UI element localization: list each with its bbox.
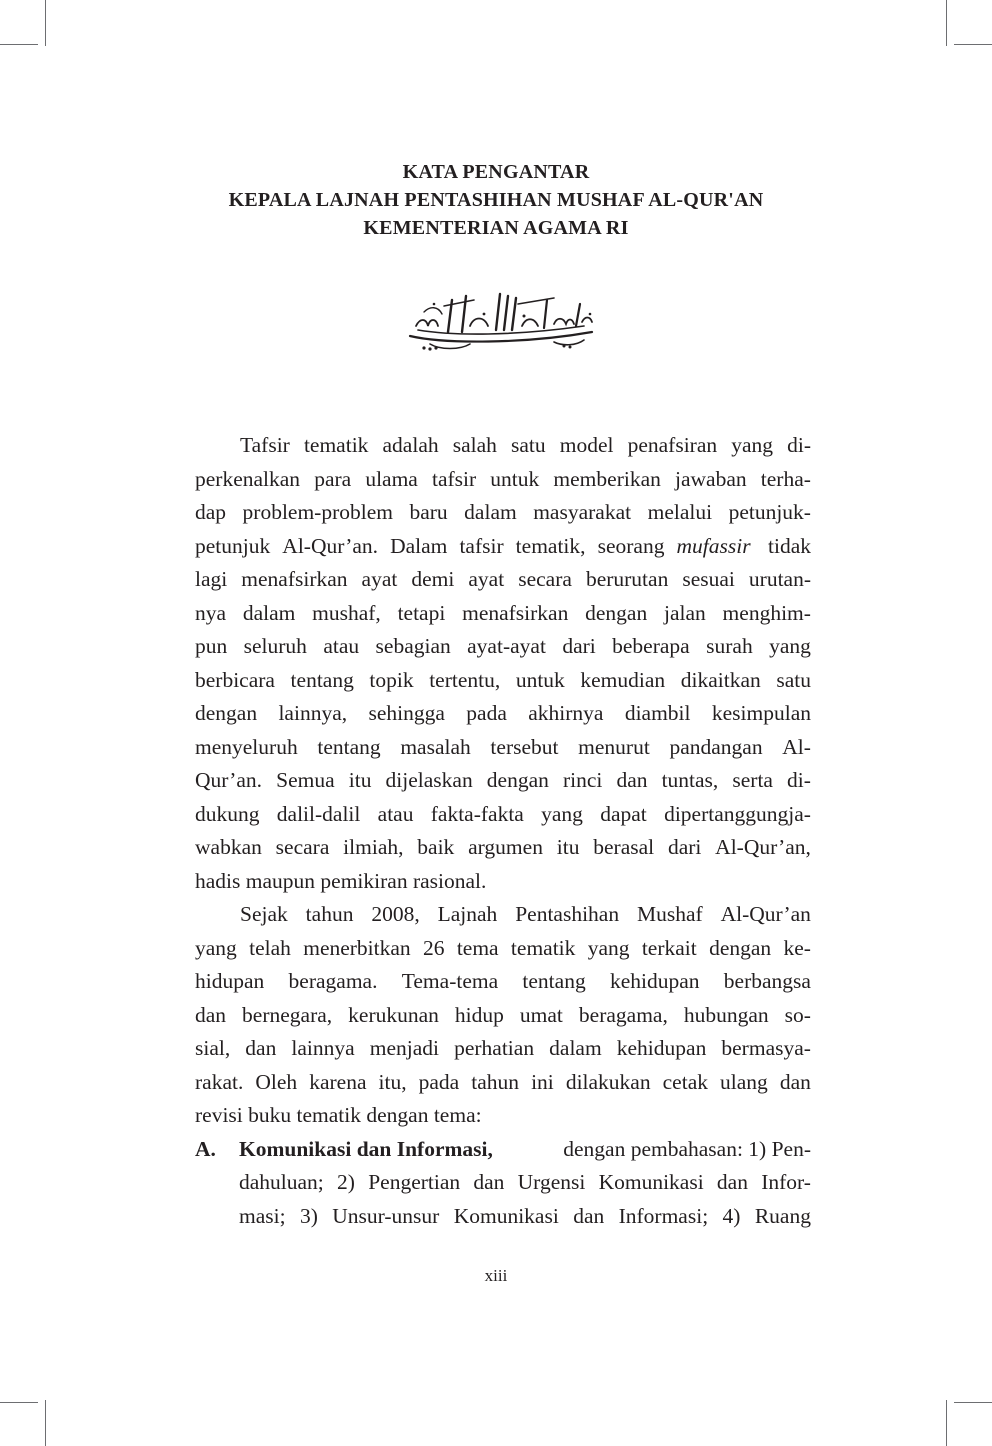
text-word: Semua [276,768,335,792]
text-word: ulama [365,466,418,491]
text-word: yang [195,935,237,960]
text-word: menafsirkan [241,567,348,591]
text-word: dengan [195,701,258,725]
page-number: xiii [484,1266,508,1285]
text-word: satu [776,667,811,692]
text-word: dengan [585,600,648,625]
text-word: seluruh [243,634,307,658]
text-word: tentang [522,969,586,993]
text-word: baru [409,500,448,524]
text-word: tidak [762,533,811,558]
text-word: rakat. [195,1069,244,1094]
text-word: menafsirkan [462,600,569,625]
crop-mark [45,0,46,46]
text-word: itu [348,768,372,792]
text-word: melalui [647,500,713,524]
text-word: Pentashihan [515,902,620,926]
text-word: hidup [454,1002,504,1027]
text-word: dan [245,1036,277,1060]
text-word: tematik [510,935,576,960]
text-word: Qur’an. [195,768,263,792]
text-line [195,898,811,932]
text-word: Komunikasi [453,1203,559,1228]
text-word: ayat [361,567,398,591]
text-word: jalan [663,600,706,625]
text-word: beragama. [288,969,378,993]
text-line [195,731,811,765]
text-line [195,999,811,1033]
text-word: Infor- [761,1170,811,1194]
text-word: Informasi; [618,1203,709,1228]
text-word: tuntas, [661,768,719,792]
heading-institution: KEMENTERIAN AGAMA RI [363,217,629,239]
text-word: mushaf, [312,600,381,625]
text-word: jawaban [675,466,747,491]
text-word: dalam [242,600,296,625]
text-word: beberapa [612,634,690,658]
text-word: bernegara, [242,1002,333,1027]
text-word: menerbitkan [303,935,411,960]
text-line [195,798,811,832]
text-word: dap [195,500,227,524]
text-word: dikaitkan [680,667,761,692]
text-word: kehidupan [616,1036,707,1060]
text-word: kehidupan [609,969,700,993]
text-word: yang [731,433,774,457]
text-word: kerukunan [348,1002,439,1027]
text-word: dijelaskan [385,768,473,792]
text-line [195,630,811,664]
text-word: Oleh [255,1069,298,1094]
text-word: umat [519,1002,563,1027]
text-word: petunjuk- [728,500,811,524]
text-word: Unsur-unsur [332,1203,440,1228]
text-word: seorang [597,533,665,558]
text-word: dalil-dalil [276,801,361,826]
text-word: dan [716,1170,748,1194]
text-word: tematik [303,433,369,457]
text-word: dari [562,634,596,658]
basmala-calligraphy [404,286,598,352]
text-word: Tema-tema [401,969,499,993]
text-word: masi; [239,1203,286,1228]
text-word: cetak [662,1069,708,1094]
text-word: masyarakat [533,500,632,524]
text-word: so- [784,1002,811,1027]
text-word: secara [275,835,330,859]
text-word: di- [787,433,811,457]
text-line [195,932,811,966]
text-word: dan [779,1069,811,1094]
text-word: ilmiah, [343,835,404,859]
text-word: terkait [641,935,697,960]
crop-mark [946,0,947,46]
text-word: tentang [290,667,354,692]
text-word: dan [195,1002,227,1027]
crop-mark [45,1400,46,1446]
text-word: berasal [593,835,655,859]
crop-mark [0,44,38,45]
text-word: sehingga [368,701,445,725]
text-word: dukung [195,801,260,826]
text-word: secara [518,567,572,591]
text-word: ayat [468,567,505,591]
text-word: ayat-ayat [467,634,546,658]
text-word: tertentu, [429,667,501,692]
body-text [195,429,811,1233]
text-word: Tafsir [240,433,290,457]
text-word: menjadi [369,1036,440,1060]
text-word: sial, [195,1036,231,1060]
list-description: dengan pembahasan: 1) Pen- [563,1136,811,1161]
text-word: untuk [490,466,540,491]
text-word: akhirnya [528,701,604,725]
list-first-line [239,1133,811,1167]
text-line [195,831,811,865]
text-word: yang [541,801,583,826]
text-word: ini [531,1069,554,1094]
text-word: argumen [468,835,543,859]
text-word: tentang [317,734,381,759]
text-line [195,1032,811,1066]
text-line [195,664,811,698]
text-word: untuk [515,667,565,692]
text-word: tetapi [397,600,446,625]
text-word: ulang [720,1069,768,1094]
text-word: dalam [549,1036,602,1060]
text-word: tersebut [490,734,559,759]
text-word: ke- [783,935,811,960]
text-word: Ruang [754,1203,811,1228]
text-word: hubungan [683,1002,769,1027]
text-word: adalah [382,433,439,457]
text-word: masalah [400,734,471,759]
text-word: Al-Qur’an, [715,835,811,859]
list-marker: A. [195,1136,216,1161]
heading-title: KATA PENGANTAR [402,161,590,183]
text-word: kesimpulan [711,701,811,725]
text-word: 3) [299,1203,318,1228]
italic-term: mufassir [676,533,751,558]
text-word: 2008, [371,902,420,926]
text-word: perhatian [454,1036,535,1060]
text-word: lainnya [291,1036,355,1060]
text-line: hadis maupun pemikiran rasional. [195,868,487,893]
text-word: demi [411,567,455,591]
crop-mark [0,1402,38,1403]
text-word: 2) [337,1170,355,1194]
text-word: telah [249,935,291,960]
text-word: dan [616,768,648,792]
text-line [195,697,811,731]
text-word: problem-problem [242,500,393,524]
text-word: model [559,433,614,457]
text-word: tafsir [459,533,504,558]
text-word: wabkan [195,835,262,859]
text-word: dan [573,1203,605,1228]
text-word: salah [452,433,497,457]
text-word: menghim- [722,600,811,625]
text-word: dengan [486,768,549,792]
text-word: berbicara [195,667,275,692]
text-word: Komunikasi [598,1170,704,1194]
heading-subtitle: KEPALA LAJNAH PENTASHIHAN MUSHAF AL-QUR'AN [228,189,764,211]
text-word: Al-Qur’an. [282,533,379,558]
text-word: lainnya, [278,701,348,725]
text-word: dan [473,1170,505,1194]
text-line [195,597,811,631]
text-word: menurut [578,734,650,759]
text-word: yang [587,935,630,960]
text-word: Sejak [240,902,288,926]
text-word: Lajnah [437,902,498,926]
text-line [195,463,811,497]
text-line [195,965,811,999]
text-word: hidupan [195,969,265,993]
text-word: itu, [378,1069,407,1094]
text-word: Al- [782,734,811,759]
text-word: penafsiran [627,433,718,457]
text-word: serta [732,768,773,792]
text-word: urutan- [748,567,811,591]
text-word: sesuai [682,567,735,591]
text-word: nya [195,600,227,625]
text-word: pada [466,701,507,725]
text-line: revisi buku tematik dengan tema: [195,1103,482,1127]
text-word: terha- [760,466,811,491]
text-word: sebagian [375,634,451,658]
text-word: Urgensi [517,1170,586,1194]
text-word: tafsir [431,466,477,491]
text-word: pandangan [669,734,763,759]
text-word: beragama, [578,1002,668,1027]
list-item [195,1133,811,1167]
text-word: 26 [423,935,445,960]
text-word: kemudian [580,667,666,692]
text-word: atau [323,634,360,658]
text-word: 4) [722,1203,741,1228]
text-word: dapat [600,801,647,826]
text-word: dilakukan [565,1069,651,1094]
text-word: dalam [464,500,517,524]
text-word: berbangsa [723,969,811,993]
text-word: Al-Qur’an [720,902,811,926]
text-line [195,563,811,597]
text-word: memberikan [553,466,661,491]
text-line [195,764,811,798]
text-line [195,429,811,463]
text-word: Mushaf [637,902,703,926]
page-heading [0,158,992,242]
text-word: atau [377,801,414,826]
text-line [195,496,811,530]
text-word: diambil [624,701,691,725]
text-word: topik [369,667,414,692]
text-word: itu [556,835,580,859]
text-word: dengan [709,935,772,960]
text-word: rinci [562,768,603,792]
text-word: dahuluan; [239,1170,324,1194]
text-line [195,1200,811,1234]
text-line [195,1166,811,1200]
crop-mark [954,44,992,45]
text-word: baik [417,835,455,859]
text-word: satu [511,433,546,457]
crop-mark [946,1400,947,1446]
text-word: yang [769,634,811,658]
text-word: di- [787,768,811,792]
text-word: menyeluruh [195,734,298,759]
text-word: petunjuk [195,533,271,558]
text-line [195,1066,811,1100]
text-word: tematik, [515,533,586,558]
text-word: para [314,466,352,491]
list-title: Komunikasi dan Informasi, [239,1136,493,1161]
text-word: dari [667,835,702,859]
text-word: dipertanggungja- [664,801,811,826]
text-line [195,530,811,564]
text-word: karena [309,1069,367,1094]
text-word: fakta-fakta [430,801,524,826]
text-word: berurutan [585,567,669,591]
text-word: pada [418,1069,460,1094]
text-word: tema [456,935,499,960]
text-word: bermasya- [721,1036,811,1060]
text-word: surah [706,634,753,658]
crop-mark [954,1402,992,1403]
text-word: tahun [305,902,354,926]
text-word: Dalam [390,533,448,558]
text-word: tahun [471,1069,520,1094]
text-word: pun [195,634,228,658]
text-word: Pengertian [368,1170,461,1194]
text-word: perkenalkan [195,466,301,491]
text-word: lagi [195,567,228,591]
